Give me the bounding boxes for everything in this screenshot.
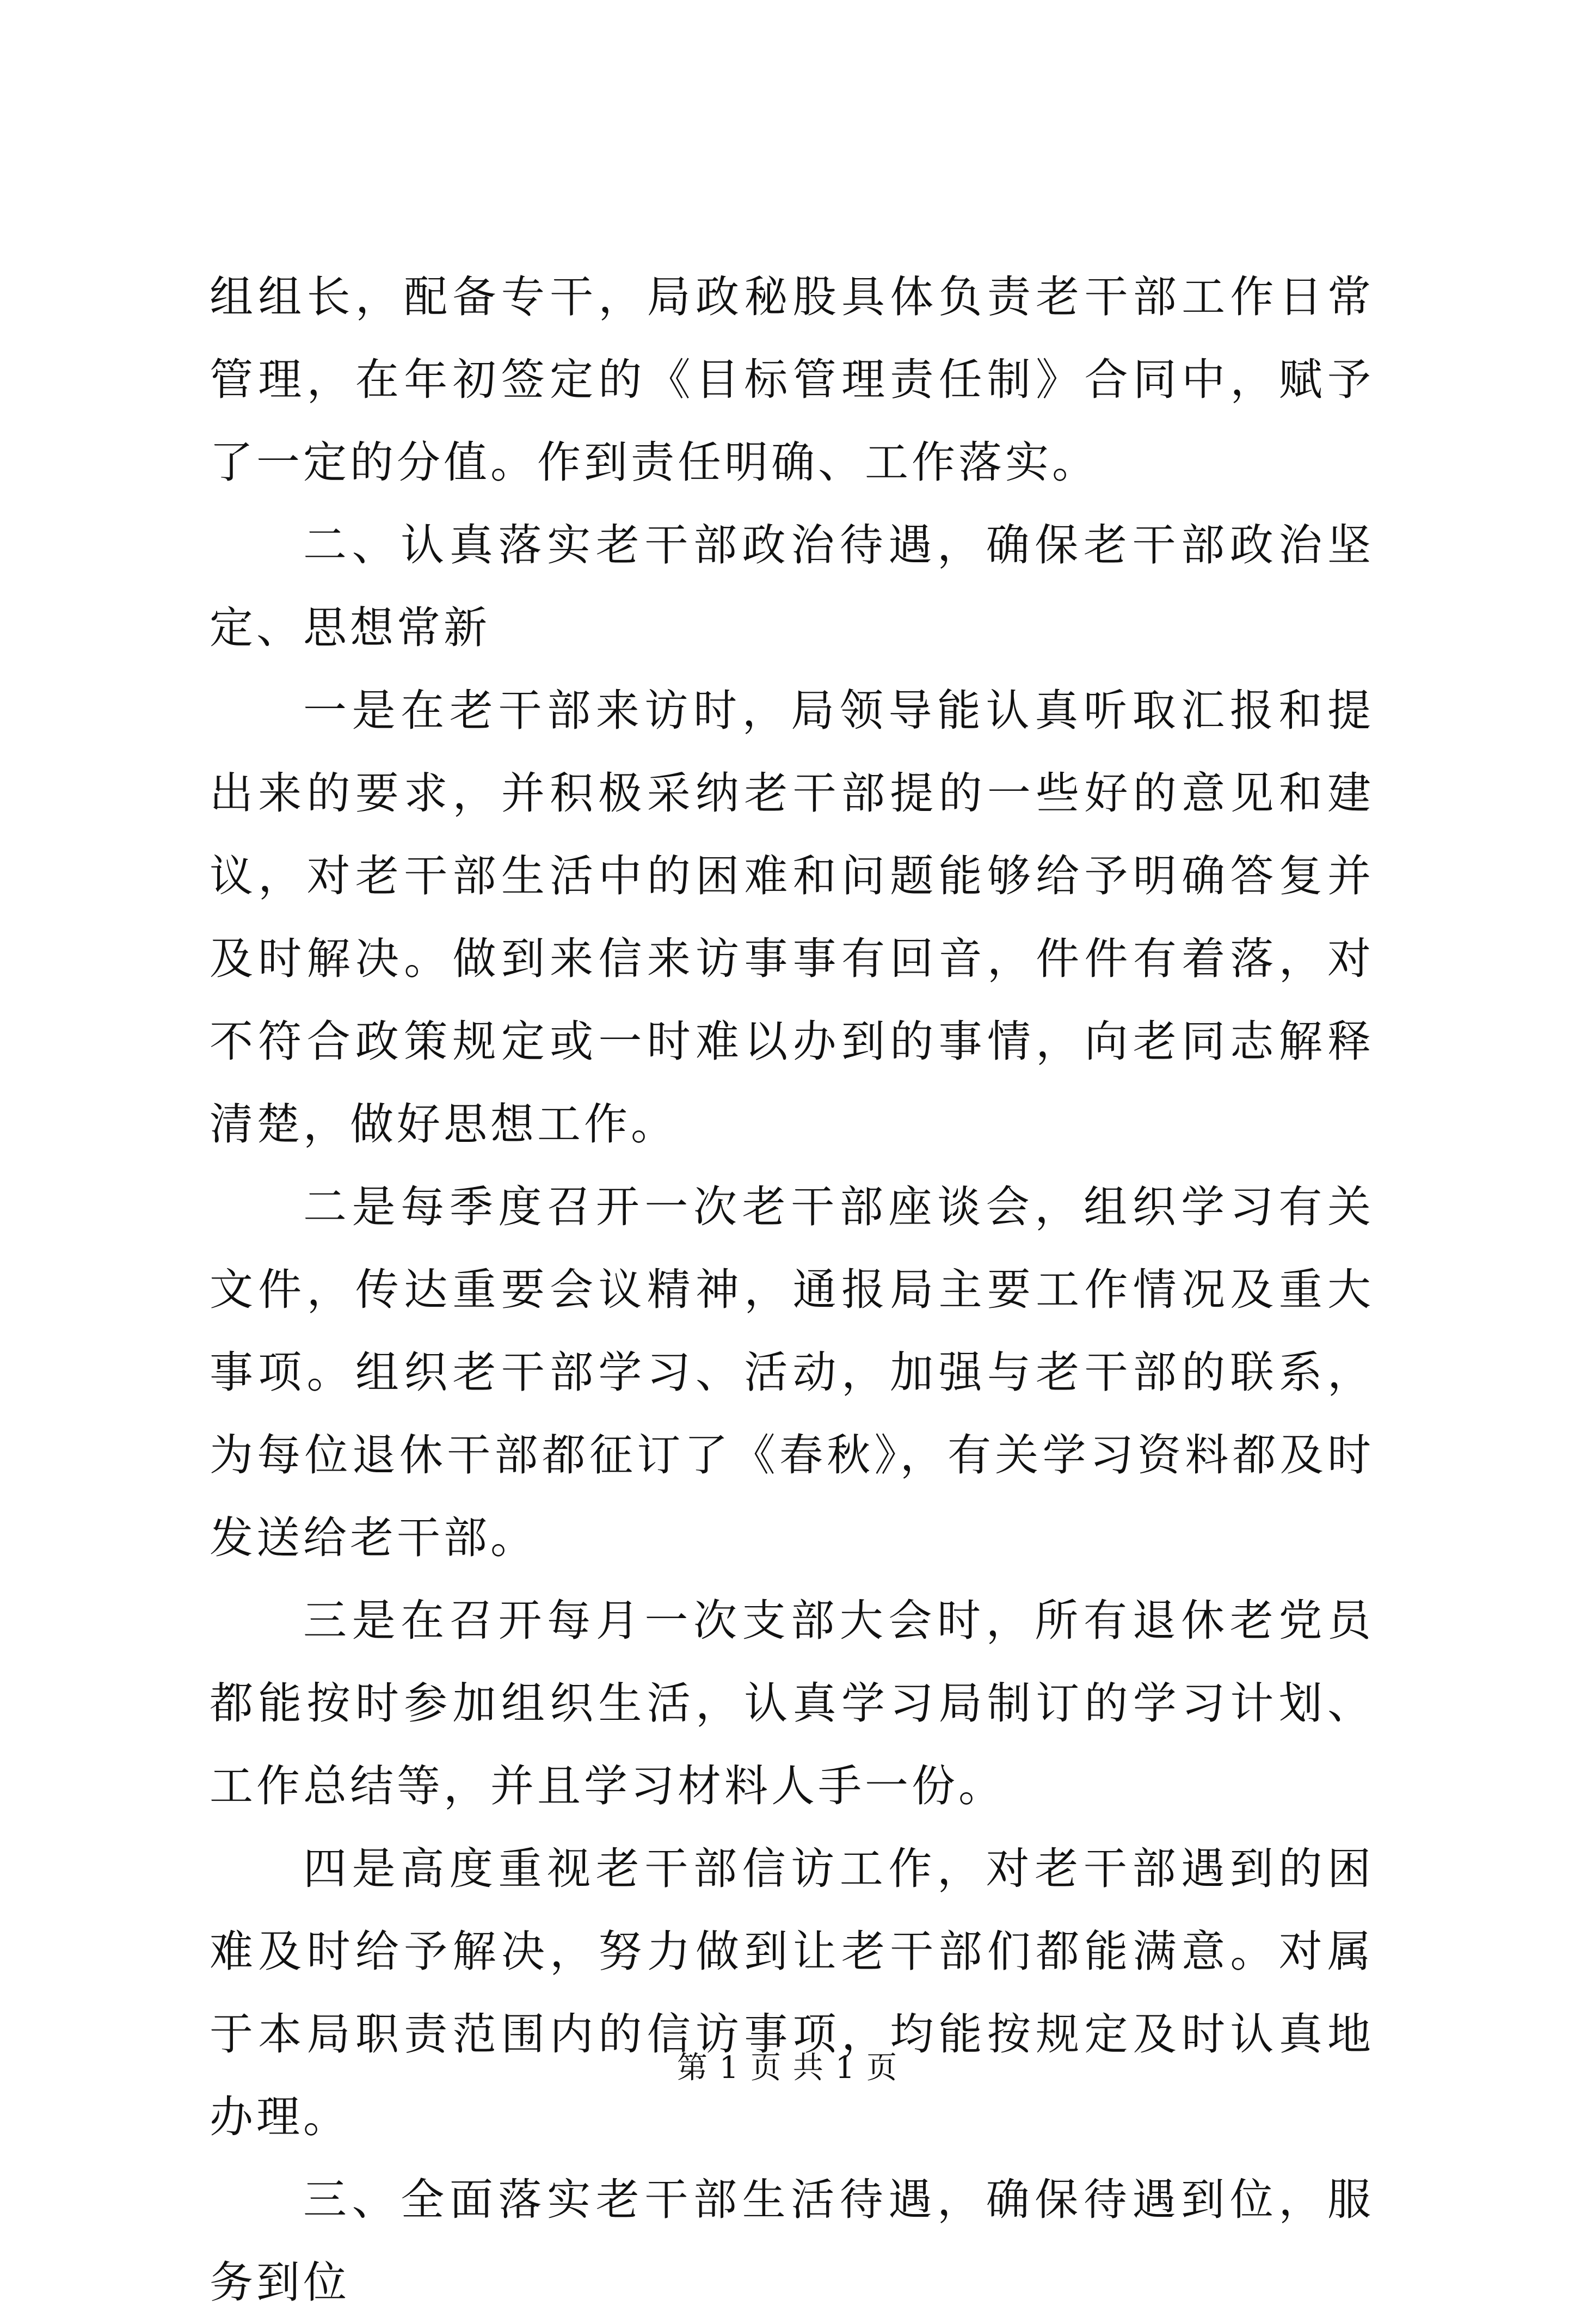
document-body (210, 256, 1374, 2324)
paragraph-item-1: 一是在老干部来访时，局领导能认真听取汇报和提出来的要求，并积极采纳老干部提的一些好的意见和建议，对老干部生活中的困难和问题能够给予明确答复并及时解决。做到来信来访事事有回音，件件有着落，对不符合政策规定或一时难以办到的事情，向老同志解释清楚，做好思想工作。 (210, 685, 1374, 1149)
paragraph-continuation: 组组长，配备专干，局政秘股具体负责老干部工作日常管理，在年初签定的《目标管理责任制》合同中，赋予了一定的分值。作到责任明确、工作落实。 (210, 272, 1374, 488)
section-heading-2: 二、认真落实老干部政治待遇，确保老干部政治坚定、思想常新 (210, 520, 1374, 653)
page-number-footer: 第 1 页 共 1 页 (676, 2050, 899, 2086)
paragraph-item-3: 三是在召开每月一次支部大会时，所有退休老党员都能按时参加组织生活，认真学习局制订的学习计划、工作总结等，并且学习材料人手一份。 (210, 1595, 1374, 1811)
paragraph-item-2: 二是每季度召开一次老干部座谈会，组织学习有关文件，传达重要会议精神，通报局主要工作情况及重大事项。组织老干部学习、活动，加强与老干部的联系，为每位退休干部都征订了《春秋》，有关学习资料都及时发送给老干部。 (210, 1182, 1374, 1563)
section-heading-3: 三、全面落实老干部生活待遇，确保待遇到位，服务到位 (210, 2174, 1374, 2308)
paragraph-item-4: 四是高度重视老干部信访工作，对老干部遇到的困难及时给予解决，努力做到让老干部们都能满意。对属于本局职责范围内的信访事项，均能按规定及时认真地办理。 (210, 1843, 1374, 2142)
